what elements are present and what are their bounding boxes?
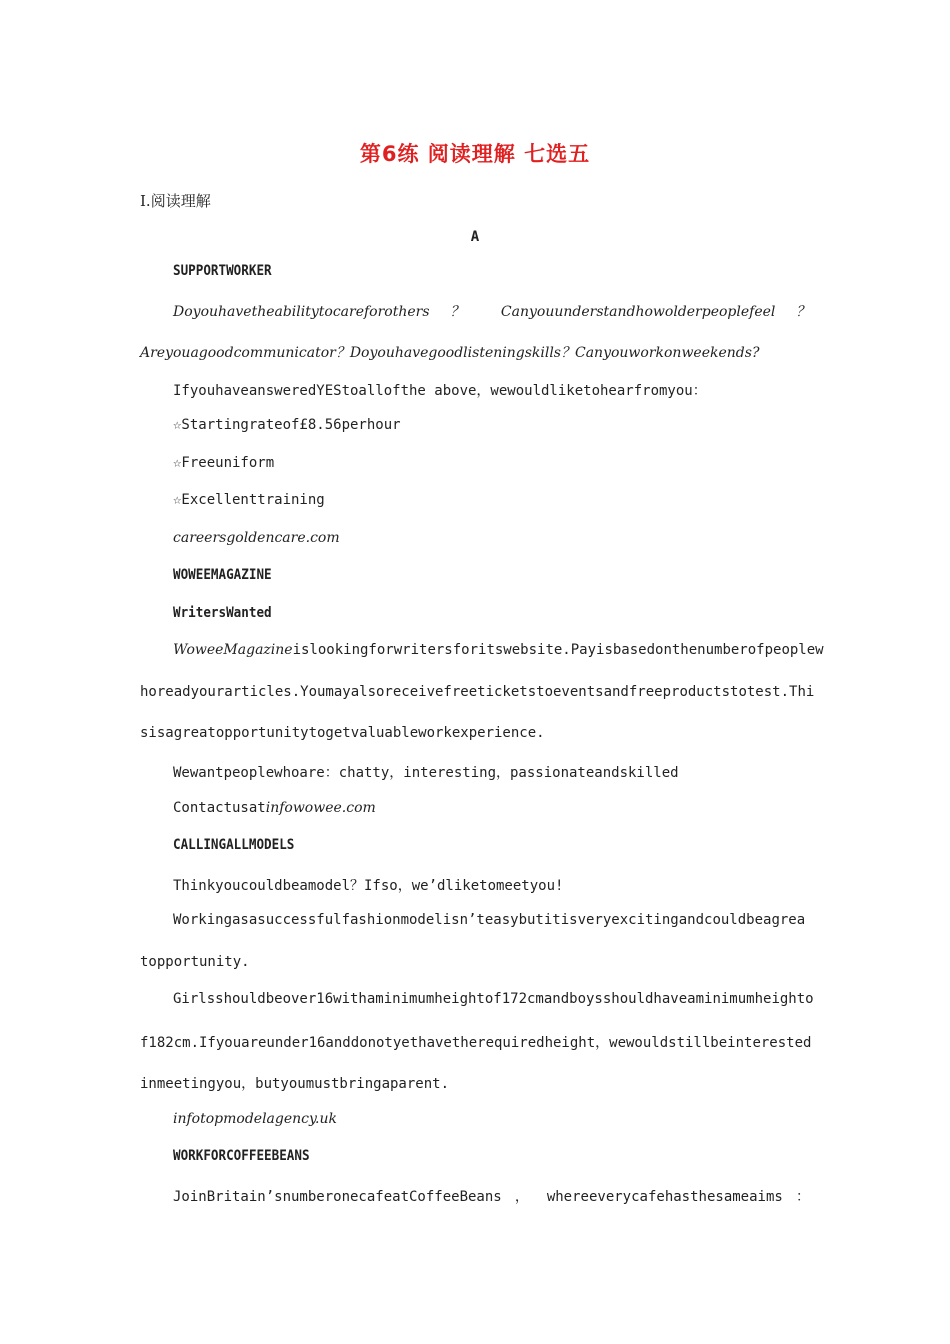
passage-label: A [470,229,480,245]
ad-models-line-2a: Workingasasuccessfulfashionmodelisn’teasybutitisveryexcitingandcouldbeagrea [173,912,806,928]
wowee-website: infowowee.com [265,800,376,816]
ad-support-website: careersgoldencare.com [173,530,340,546]
ad-wowee-paragraph-3: sisagreatopportunitytogetvaluableworkexperience. [140,725,545,741]
ad-heading-support: SUPPORTWORKER [173,263,272,279]
ad-support-intro: IfyouhaveansweredYEStoallofthe above，wewouldliketohearfromyou： [173,383,707,399]
ad-support-questions-1: Doyouhavetheabilitytocareforothers ？ Canyouunderstandhowolderpeoplefeel ？ [173,304,810,320]
ad-models-line-3a: Girlsshouldbeover16withaminimumheightof172cmandboysshouldhaveaminimumheighto [173,991,814,1007]
ad-models-line-2b: topportunity. [140,954,250,970]
ad-support-bullet-training: ☆Excellenttraining [173,492,325,508]
ad-wowee-paragraph-1: WoweeMagazineislookingforwritersforitswebsite.Payisbasedonthenumberofpeoplew [173,642,824,658]
ad-wowee-contact: Contactusatinfowowee.com [173,800,376,816]
ad-models-line-3c: inmeetingyou，butyoumustbringaparent. [140,1076,450,1092]
ad-support-questions-2: Areyouagoodcommunicator？Doyouhavegoodlisteningskills？Canyouworkonweekends? [140,345,760,361]
ad-coffee-line-1: JoinBritain’snumberonecafeatCoffeeBeans ， whereeverycafehasthesameaims ： [173,1189,810,1205]
ad-models-line-3b: f182cm.Ifyouareunder16anddonotyethavetherequiredheight，wewouldstillbeinterested [140,1035,812,1051]
magazine-name: WoweeMagazine [173,642,293,658]
page-title: 第6练 阅读理解 七选五 [359,142,591,166]
ad-models-website: infotopmodelagency.uk [173,1111,338,1127]
ad-heading-wowee: WOWEEMAGAZINE [173,567,272,583]
ad-wowee-paragraph-2: horeadyourarticles.Youmayalsoreceivefreeticketstoeventsandfreeproductstotest.Thi [140,684,815,700]
section-heading: Ⅰ.阅读理解 [140,192,211,210]
ad-wowee-subheading: WritersWanted [173,605,272,621]
ad-heading-coffee: WORKFORCOFFEEBEANS [173,1148,310,1164]
ad-heading-models: CALLINGALLMODELS [173,837,295,853]
ad-wowee-wanted: Wewantpeoplewhoare：chatty，interesting，passionateandskilled [173,765,679,781]
ad-models-line-1: Thinkyoucouldbeamodel？Ifso，we’dliketomeetyou! [173,878,564,894]
ad-support-bullet-uniform: ☆Freeuniform [173,455,275,471]
ad-support-bullet-rate: ☆Startingrateof£8.56perhour [173,417,401,433]
